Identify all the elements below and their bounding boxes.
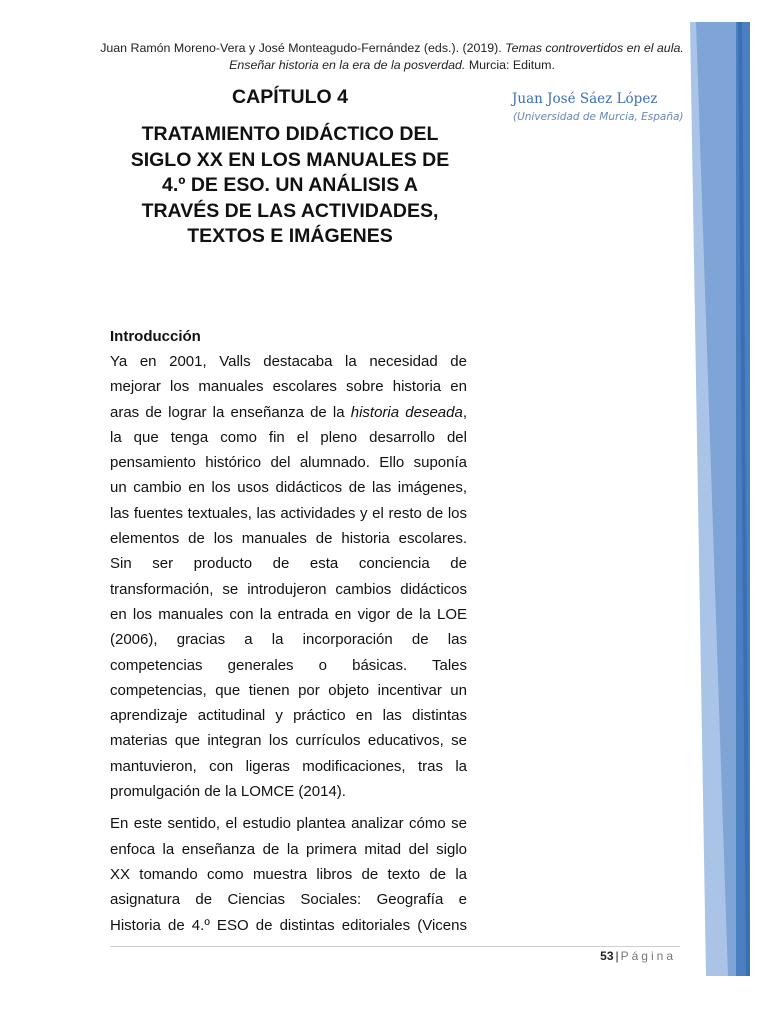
text-line: mejorar los manuales escolares sobre historia en bbox=[110, 378, 467, 396]
title-line: TEXTOS E IMÁGENES bbox=[187, 225, 393, 247]
chapter-title bbox=[110, 122, 470, 250]
text-line: aprendizaje actitudinal y práctico en las distintas bbox=[110, 707, 467, 725]
text-line: promulgación de la LOMCE (2014). bbox=[110, 783, 346, 801]
text-line: en los manuales con la entrada en vigor de la LOE bbox=[110, 605, 467, 623]
chapter-label: CAPÍTULO 4 bbox=[232, 86, 348, 108]
text-line: (2006), gracias a la incorporación de las bbox=[110, 631, 467, 649]
title-line: 4.º DE ESO. UN ANÁLISIS A bbox=[162, 174, 418, 196]
text-line: transformación, se introdujeron cambios didácticos bbox=[110, 580, 467, 598]
text-line: Ya en 2001, Valls destacaba la necesidad de bbox=[110, 353, 467, 370]
title-line: TRATAMIENTO DIDÁCTICO DEL bbox=[141, 123, 439, 145]
book-citation bbox=[96, 40, 688, 74]
page-word: Página bbox=[620, 949, 676, 963]
title-line: SIGLO XX EN LOS MANUALES DE bbox=[130, 148, 450, 171]
text-line: asignatura de Ciencias Sociales: Geografía e bbox=[110, 891, 467, 909]
citation-book-title: Temas controvertidos en el aula. Enseñar historia en la era de la posverdad. bbox=[229, 41, 684, 72]
paragraph bbox=[110, 349, 467, 804]
text-segment: aras de lograr la enseñanza de la bbox=[110, 403, 351, 421]
text-line: En este sentido, el estudio plantea analizar cómo se bbox=[110, 815, 467, 833]
text-line: elementos de los manuales de historia escolares. bbox=[110, 530, 467, 548]
text-line: materias que integran los currículos educativos, se bbox=[110, 732, 467, 750]
text-line: competencias generales o básicas. Tales bbox=[110, 656, 467, 674]
decorative-sidebar-bands bbox=[690, 22, 750, 976]
text-line: un cambio en los usos didácticos de las imágenes, bbox=[110, 479, 467, 497]
body-text bbox=[110, 328, 467, 938]
text-line: enfoca la enseñanza de la primera mitad del siglo bbox=[110, 840, 467, 858]
citation-authors: Juan Ramón Moreno-Vera y José Monteagudo-Fernández (eds.). (2019). bbox=[100, 41, 506, 55]
text-line: XX tomando como muestra libros de texto de la bbox=[110, 865, 467, 883]
citation-publisher: Murcia: Editum. bbox=[465, 58, 555, 72]
italic-term: historia deseada bbox=[350, 403, 463, 421]
text-line: Sin ser producto de esta conciencia de bbox=[110, 555, 467, 573]
title-line: TRAVÉS DE LAS ACTIVIDADES, bbox=[141, 199, 439, 222]
paragraph bbox=[110, 811, 467, 937]
author-affiliation: (Universidad de Murcia, España) bbox=[513, 111, 684, 123]
footer-separator: | bbox=[615, 949, 619, 963]
text-line bbox=[110, 400, 467, 425]
author-name: Juan José Sáez López bbox=[512, 91, 658, 107]
text-line: pensamiento histórico del alumnado. Ello suponía bbox=[110, 454, 467, 472]
page-number: 53 bbox=[600, 949, 614, 963]
section-heading: Introducción bbox=[110, 328, 201, 345]
text-line: las fuentes textuales, las actividades y el resto de los bbox=[110, 504, 467, 522]
text-line: la que tenga como fin el pleno desarrollo del bbox=[110, 428, 467, 446]
text-line: competencias, que tienen por objeto incentivar un bbox=[110, 681, 467, 699]
footer-divider bbox=[110, 946, 680, 947]
text-line: Historia de 4.º ESO de distintas editoriales (Vicens bbox=[110, 916, 467, 934]
text-segment: , bbox=[462, 403, 467, 421]
page-footer bbox=[500, 949, 676, 963]
text-line: mantuvieron, con ligeras modificaciones, tras la bbox=[110, 757, 467, 775]
